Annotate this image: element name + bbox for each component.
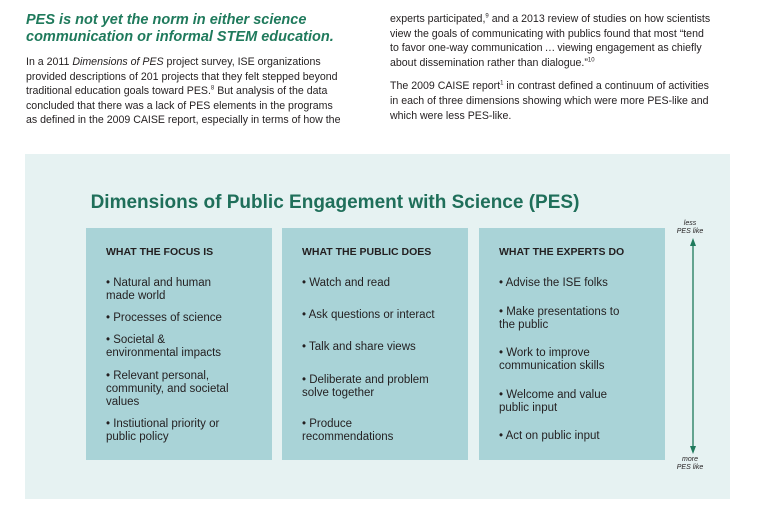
pes-figure-panel (25, 154, 730, 499)
text-run: traditional education goals toward PES. (26, 85, 211, 98)
footnote-ref: 10 (587, 57, 595, 64)
item-line: • Processes of science (106, 312, 222, 324)
list-item (302, 418, 462, 444)
list-item (499, 430, 659, 443)
axis-label-bottom (665, 456, 715, 471)
figure-title: Dimensions of Public Engagement with Science (PES) (90, 192, 580, 213)
text-line: as defined in the 2009 CAISE report, especially in terms of how the (26, 114, 341, 127)
list-item (499, 306, 659, 332)
text-line: view the goals of communicating with publics found that most “tend (390, 27, 704, 40)
item-line: • Natural and human (106, 277, 212, 289)
body-paragraph (390, 79, 735, 123)
item-line: • Deliberate and problem (302, 374, 429, 386)
item-line: • Watch and read (302, 277, 390, 289)
list-item (302, 374, 462, 400)
list-item (302, 309, 462, 322)
item-line: • Act on public input (499, 430, 600, 442)
text-run: in contrast defined a continuum of activities (503, 80, 709, 93)
body-paragraph (390, 12, 735, 70)
item-line: solve together (302, 386, 375, 399)
list-item (106, 312, 266, 325)
heading-line: communication or informal STEM education. (26, 29, 334, 45)
public-column-box (282, 228, 468, 460)
item-line: • Societal & (106, 334, 165, 346)
footnote-ref: 8 (210, 85, 215, 92)
text-line: which were less PES-like. (390, 109, 512, 122)
axis-label-line: PES like (676, 227, 704, 235)
list-item (499, 389, 659, 415)
item-line: communication skills (499, 359, 605, 372)
footnote-ref: 1 (500, 80, 504, 87)
text-line: provided descriptions of 201 projects that they felt stepped beyond (26, 70, 338, 83)
item-line: recommendations (302, 430, 394, 443)
axis-label-line: more (682, 456, 698, 463)
text-line (390, 79, 735, 94)
item-line: the public (499, 318, 549, 331)
column-header: WHAT THE EXPERTS DO (499, 246, 625, 258)
item-line: made world (106, 289, 166, 302)
item-line: • Advise the ISE folks (499, 277, 608, 289)
text-line: concluded that there was a lack of PES elements in the programs (26, 99, 333, 112)
double-arrow-icon (665, 220, 715, 470)
item-line: • Make presentations to (499, 306, 620, 318)
pes-continuum-axis (665, 220, 715, 470)
column-header: WHAT THE PUBLIC DOES (302, 246, 432, 258)
text-run: experts participated, (390, 13, 486, 25)
item-line: • Welcome and value (499, 389, 608, 401)
item-line: • Instiutional priority or (106, 418, 220, 430)
text-line (390, 56, 735, 71)
section-heading (26, 12, 366, 46)
text-run: But analysis of the data (214, 85, 328, 98)
list-item (302, 341, 462, 354)
item-line: • Produce (302, 418, 353, 430)
text-line (26, 84, 366, 99)
list-item (106, 334, 266, 360)
item-line: environmental impacts (106, 346, 222, 359)
item-line: values (106, 395, 140, 408)
list-item (106, 370, 266, 408)
item-line: • Relevant personal, (106, 370, 210, 382)
body-paragraph (26, 55, 366, 128)
axis-label-line: less (683, 220, 697, 227)
text-line (390, 12, 735, 27)
column-header: WHAT THE FOCUS IS (106, 246, 214, 258)
list-item (499, 277, 659, 290)
item-line: • Ask questions or interact (302, 309, 435, 321)
text-line: to favor one-way communication … viewing engagement as chiefly (390, 42, 702, 55)
item-line: • Work to improve (499, 347, 590, 359)
axis-label-line: PES like (676, 463, 704, 471)
list-item (499, 347, 659, 373)
focus-column-box (86, 228, 272, 460)
item-line: public policy (106, 430, 169, 443)
text-run: about dissemination rather than dialogue.” (390, 56, 588, 69)
left-column (26, 12, 366, 137)
list-item (106, 418, 266, 444)
text-line: in each of three dimensions showing which were more PES-like and (390, 94, 709, 107)
right-column (390, 12, 735, 132)
text-run: In a 2011 (26, 56, 73, 68)
text-line (26, 55, 366, 70)
item-line: • Talk and share views (302, 341, 416, 353)
list-item (106, 277, 266, 303)
italic-title: Dimensions of PES (72, 56, 164, 68)
heading-line: PES is not yet the norm in either science (26, 12, 307, 28)
item-line: public input (499, 401, 558, 414)
item-line: community, and societal (106, 382, 229, 395)
list-item (302, 277, 462, 290)
footnote-ref: 9 (485, 13, 489, 20)
text-run: project survey, ISE organizations (163, 56, 321, 68)
experts-column-box (479, 228, 665, 460)
text-run: and a 2013 review of studies on how scientists (488, 13, 711, 25)
text-run: The 2009 CAISE report (390, 80, 501, 93)
